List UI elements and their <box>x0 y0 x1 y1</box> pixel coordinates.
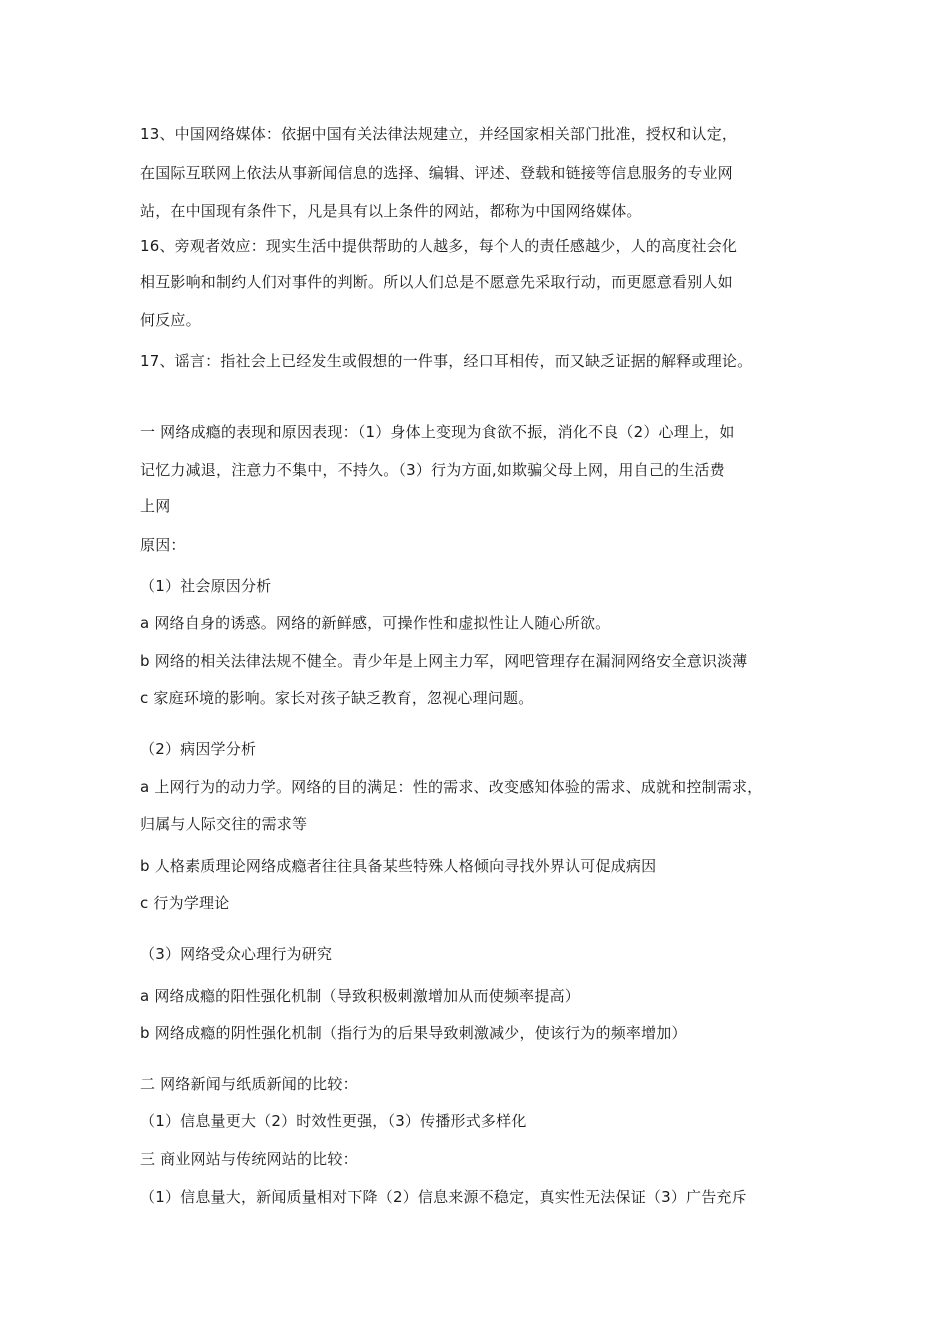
definition-13-line-1: 13、中国网络媒体：依据中国有关法律法规建立，并经国家相关部门批准，授权和认定， <box>140 125 738 143</box>
subsection-social-causes: （1）社会原因分析 <box>140 577 272 595</box>
audience-psychology-b: b 网络成瘾的阴性强化机制（指行为的后果导致刺激减少，使该行为的频率增加） <box>140 1024 687 1042</box>
etiology-c: c 行为学理论 <box>140 894 230 912</box>
etiology-a-line-2: 归属与人际交往的需求等 <box>140 815 308 833</box>
definition-13-line-3: 站，在中国现有条件下，凡是具有以上条件的网站，都称为中国网络媒体。 <box>140 202 642 220</box>
social-cause-b: b 网络的相关法律法规不健全。青少年是上网主力军，网吧管理存在漏洞网络安全意识淡薄 <box>140 652 748 670</box>
etiology-b: b 人格素质理论网络成瘾者往往具备某些特殊人格倾向寻找外界认可促成病因 <box>140 857 657 875</box>
subsection-etiology: （2）病因学分析 <box>140 740 257 758</box>
section-3-heading: 三 商业网站与传统网站的比较： <box>140 1150 358 1168</box>
section-3-content: （1）信息量大，新闻质量相对下降（2）信息来源不稳定，真实性无法保证（3）广告充斥 <box>140 1188 747 1206</box>
definition-13-line-2: 在国际互联网上依法从事新闻信息的选择、编辑、评述、登载和链接等信息服务的专业网 <box>140 164 733 182</box>
section-2-heading: 二 网络新闻与纸质新闻的比较： <box>140 1075 358 1093</box>
social-cause-a: a 网络自身的诱惑。网络的新鲜感，可操作性和虚拟性让人随心所欲。 <box>140 614 611 632</box>
definition-16-line-1: 16、旁观者效应：现实生活中提供帮助的人越多，每个人的责任感越少，人的高度社会化 <box>140 237 738 255</box>
definition-17-line: 17、谣言：指社会上已经发生或假想的一件事，经口耳相传，而又缺乏证据的解释或理论。 <box>140 352 753 370</box>
section-1-heading-line-2: 记忆力减退，注意力不集中，不持久。（3）行为方面,如欺骗父母上网，用自己的生活费 <box>140 461 725 479</box>
subsection-audience-psychology: （3）网络受众心理行为研究 <box>140 945 333 963</box>
definition-16-line-2: 相互影响和制约人们对事件的判断。所以人们总是不愿意先采取行动，而更愿意看别人如 <box>140 273 733 291</box>
social-cause-c: c 家庭环境的影响。家长对孩子缺乏教育，忽视心理问题。 <box>140 689 534 707</box>
definition-16-line-3: 何反应。 <box>140 311 201 329</box>
section-1-heading-line-3: 上网 <box>140 497 171 515</box>
causes-label: 原因： <box>140 536 186 554</box>
section-1-heading-line-1: 一 网络成瘾的表现和原因表现：（1）身体上变现为食欲不振，消化不良（2）心理上，如 <box>140 423 735 441</box>
audience-psychology-a: a 网络成瘾的阳性强化机制（导致积极刺激增加从而使频率提高） <box>140 987 580 1005</box>
etiology-a-line-1: a 上网行为的动力学。网络的目的满足：性的需求、改变感知体验的需求、成就和控制需求， <box>140 778 763 796</box>
section-2-content: （1）信息量更大（2）时效性更强，（3）传播形式多样化 <box>140 1112 527 1130</box>
